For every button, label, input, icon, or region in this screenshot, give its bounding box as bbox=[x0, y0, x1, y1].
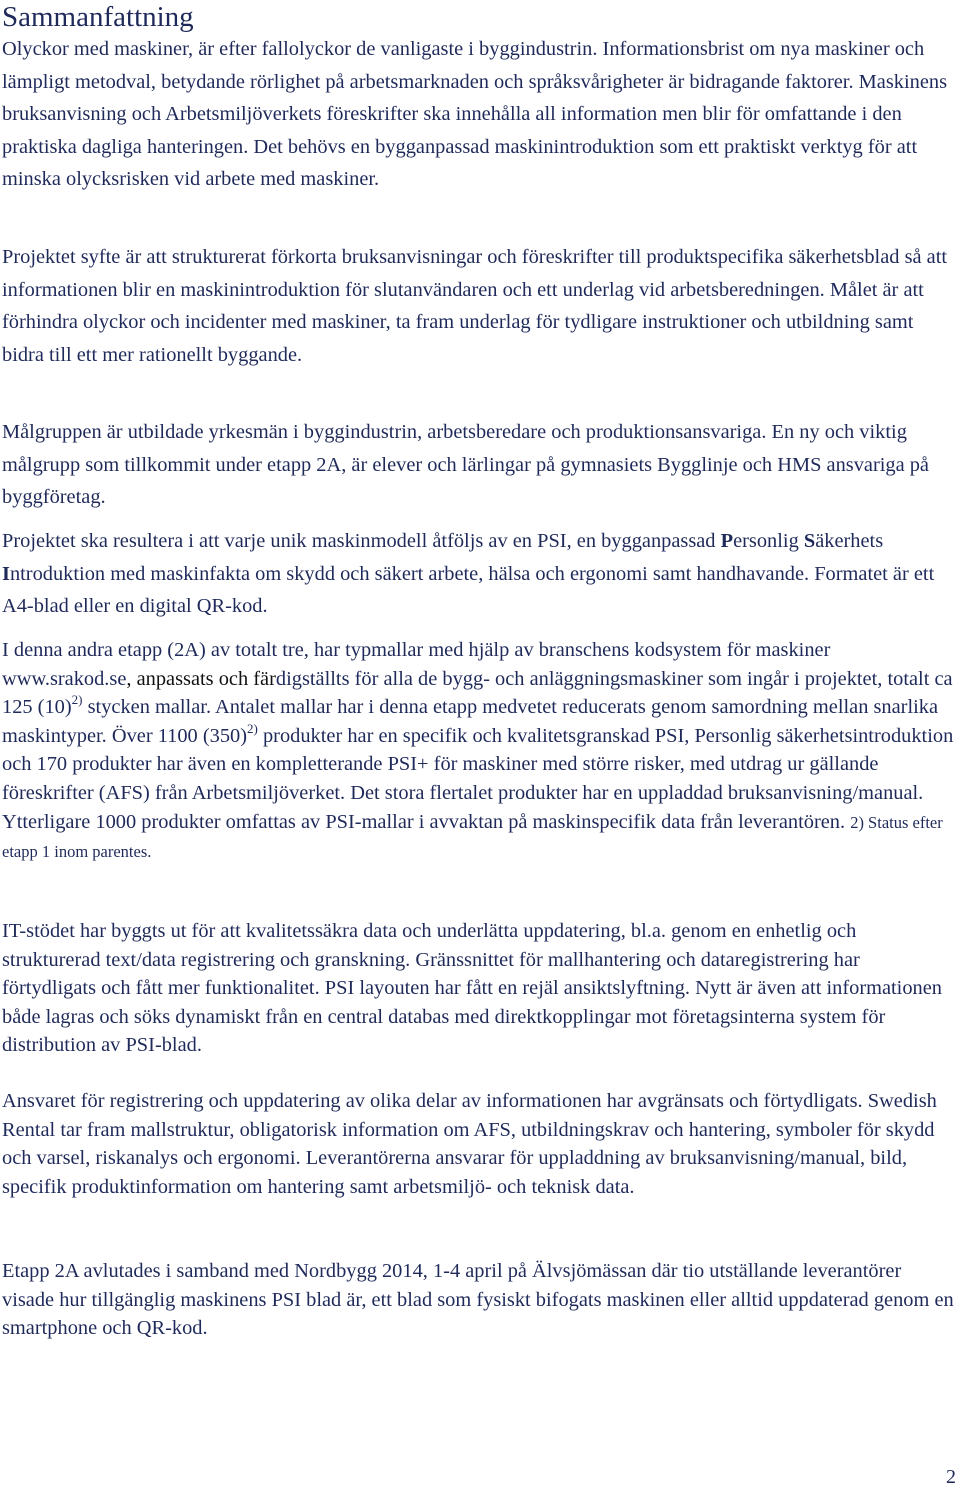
paragraph-conclusion: Etapp 2A avlutades i samband med Nordbygg 2014, 1-4 april på Älvsjömässan där tio utställande leverantörer visade hur tillgänglig maskinens PSI blad är, ett blad som fysiskt bifogats maskinen eller alltid uppdaterad genom en smartphone och QR-kod. bbox=[2, 1260, 954, 1340]
paragraph-intro: Olyckor med maskiner, är efter fallolyckor de vanligaste i byggindustrin. Informationsbrist om nya maskiner och lämpligt metodval, betydande rörlighet på arbetsmarknaden och språksvårigheter är bidragande faktorer. Maskinens bruksanvisning och Arbetsmiljöverkets föreskrifter ska innehålla all information men blir för omfattande i den praktiska dagliga hanteringen. Det behövs en bygganpassad maskinintroduktion som ett praktiskt verktyg för att minska olycksrisken vid arbete med maskiner. bbox=[2, 38, 947, 190]
acronym-letter-s: S bbox=[803, 530, 816, 552]
text-segment: Projektet ska resultera i att varje unik maskinmodell åtföljs av en PSI, en bygganpassad bbox=[2, 530, 721, 552]
text-segment: äkerhets bbox=[815, 530, 884, 552]
footnote-text: 2) Status efter etapp 1 inom parentes. bbox=[2, 812, 943, 862]
text-segment: stycken mallar. Antalet mallar har i denna etapp medvetet reducerats genom samordning mellan snarlika maskintyper. Över 1100 (350) bbox=[2, 696, 939, 747]
paragraph-stage-2a bbox=[2, 636, 957, 867]
text-segment: ersonlig bbox=[733, 530, 804, 552]
text-segment: I denna andra etapp (2A) av totalt tre, har typmallar med hjälp av branschens kodsystem för maskiner www.srakod.se bbox=[2, 639, 831, 690]
text-segment: ntroduktion med maskinfakta om skydd och säkert arbete, hälsa och ergonomi samt handhavande. Formatet är ett A4-blad eller en digital QR-kod. bbox=[2, 562, 935, 617]
text-segment-dark: , anpassats och fär bbox=[126, 667, 276, 690]
footnote-marker: 2) bbox=[247, 720, 258, 736]
acronym-letter-p: P bbox=[720, 530, 734, 552]
page-title: Sammanfattning bbox=[2, 1, 194, 33]
paragraph-project-result bbox=[2, 525, 957, 623]
footnote-marker: 2) bbox=[71, 692, 83, 708]
page-number: 2 bbox=[946, 1466, 956, 1488]
acronym-letter-i: I bbox=[2, 562, 10, 585]
paragraph-responsibility: Ansvaret för registrering och uppdatering av olika delar av informationen har avgränsats och förtydligats. Swedish Rental tar fram mallstruktur, obligatorisk information om AFS, utbildningskrav och hantering, symboler för skydd och varsel, riskanalys och ergonomi. Leverantörerna ansvarar för uppladdning av bruksanvisning/manual, bild, specifik produktinformation om hantering samt arbetsmiljö- och teknisk data. bbox=[2, 1090, 937, 1198]
text-segment: digställts för alla de bygg- och anläggningsmaskiner som ingår i projektet, totalt ca 125 (10) bbox=[2, 667, 953, 719]
paragraph-it-support: IT-stödet har byggts ut för att kvalitetssäkra data och underlätta uppdatering, bl.a. genom en enhetlig och strukturerad text/data registrering och granskning. Gränssnittet för mallhantering och dataregistrering har förtydligats och fått mer funktionalitet. PSI layouten har fått en rejäl ansiktslyftning. Nytt är även att informationen både lagras och söks dynamiskt från en central databas med direktkopplingar mot företagsinterna system för distribution av PSI-blad. bbox=[2, 920, 942, 1057]
text-segment: produkter har en specifik och kvalitetsgranskad PSI, Personlig säkerhetsintroduktion och 170 produkter har även en kompletterande PSI+ för maskiner med större risker, med utdrag ur gällande föreskrifter (AFS) från Arbetsmiljöverket. Det stora flertalet produkter har en uppladdad bruksanvisning/manual. Ytterligare 1000 produkter omfattas av PSI-mallar i avvaktan på maskinspecifik data från leverantören. bbox=[2, 724, 954, 833]
paragraph-project-purpose: Projektet syfte är att strukturerat förkorta bruksanvisningar och föreskrifter till produktspecifika säkerhetsblad så att informationen blir en maskinintroduktion för slutanvändaren och ett underlag vid arbetsberedningen. Målet är att förhindra olyckor och incidenter med maskiner, ta fram underlag för tydligare instruktioner och utbildning samt bidra till ett mer rationellt byggande. bbox=[2, 246, 948, 366]
paragraph-target-group: Målgruppen är utbildade yrkesmän i byggindustrin, arbetsberedare och produktionsansvariga. En ny och viktig målgrupp som tillkommit under etapp 2A, är elever och lärlingar på gymnasiets Bygglinje och HMS ansvariga på byggföretag. bbox=[2, 421, 929, 508]
